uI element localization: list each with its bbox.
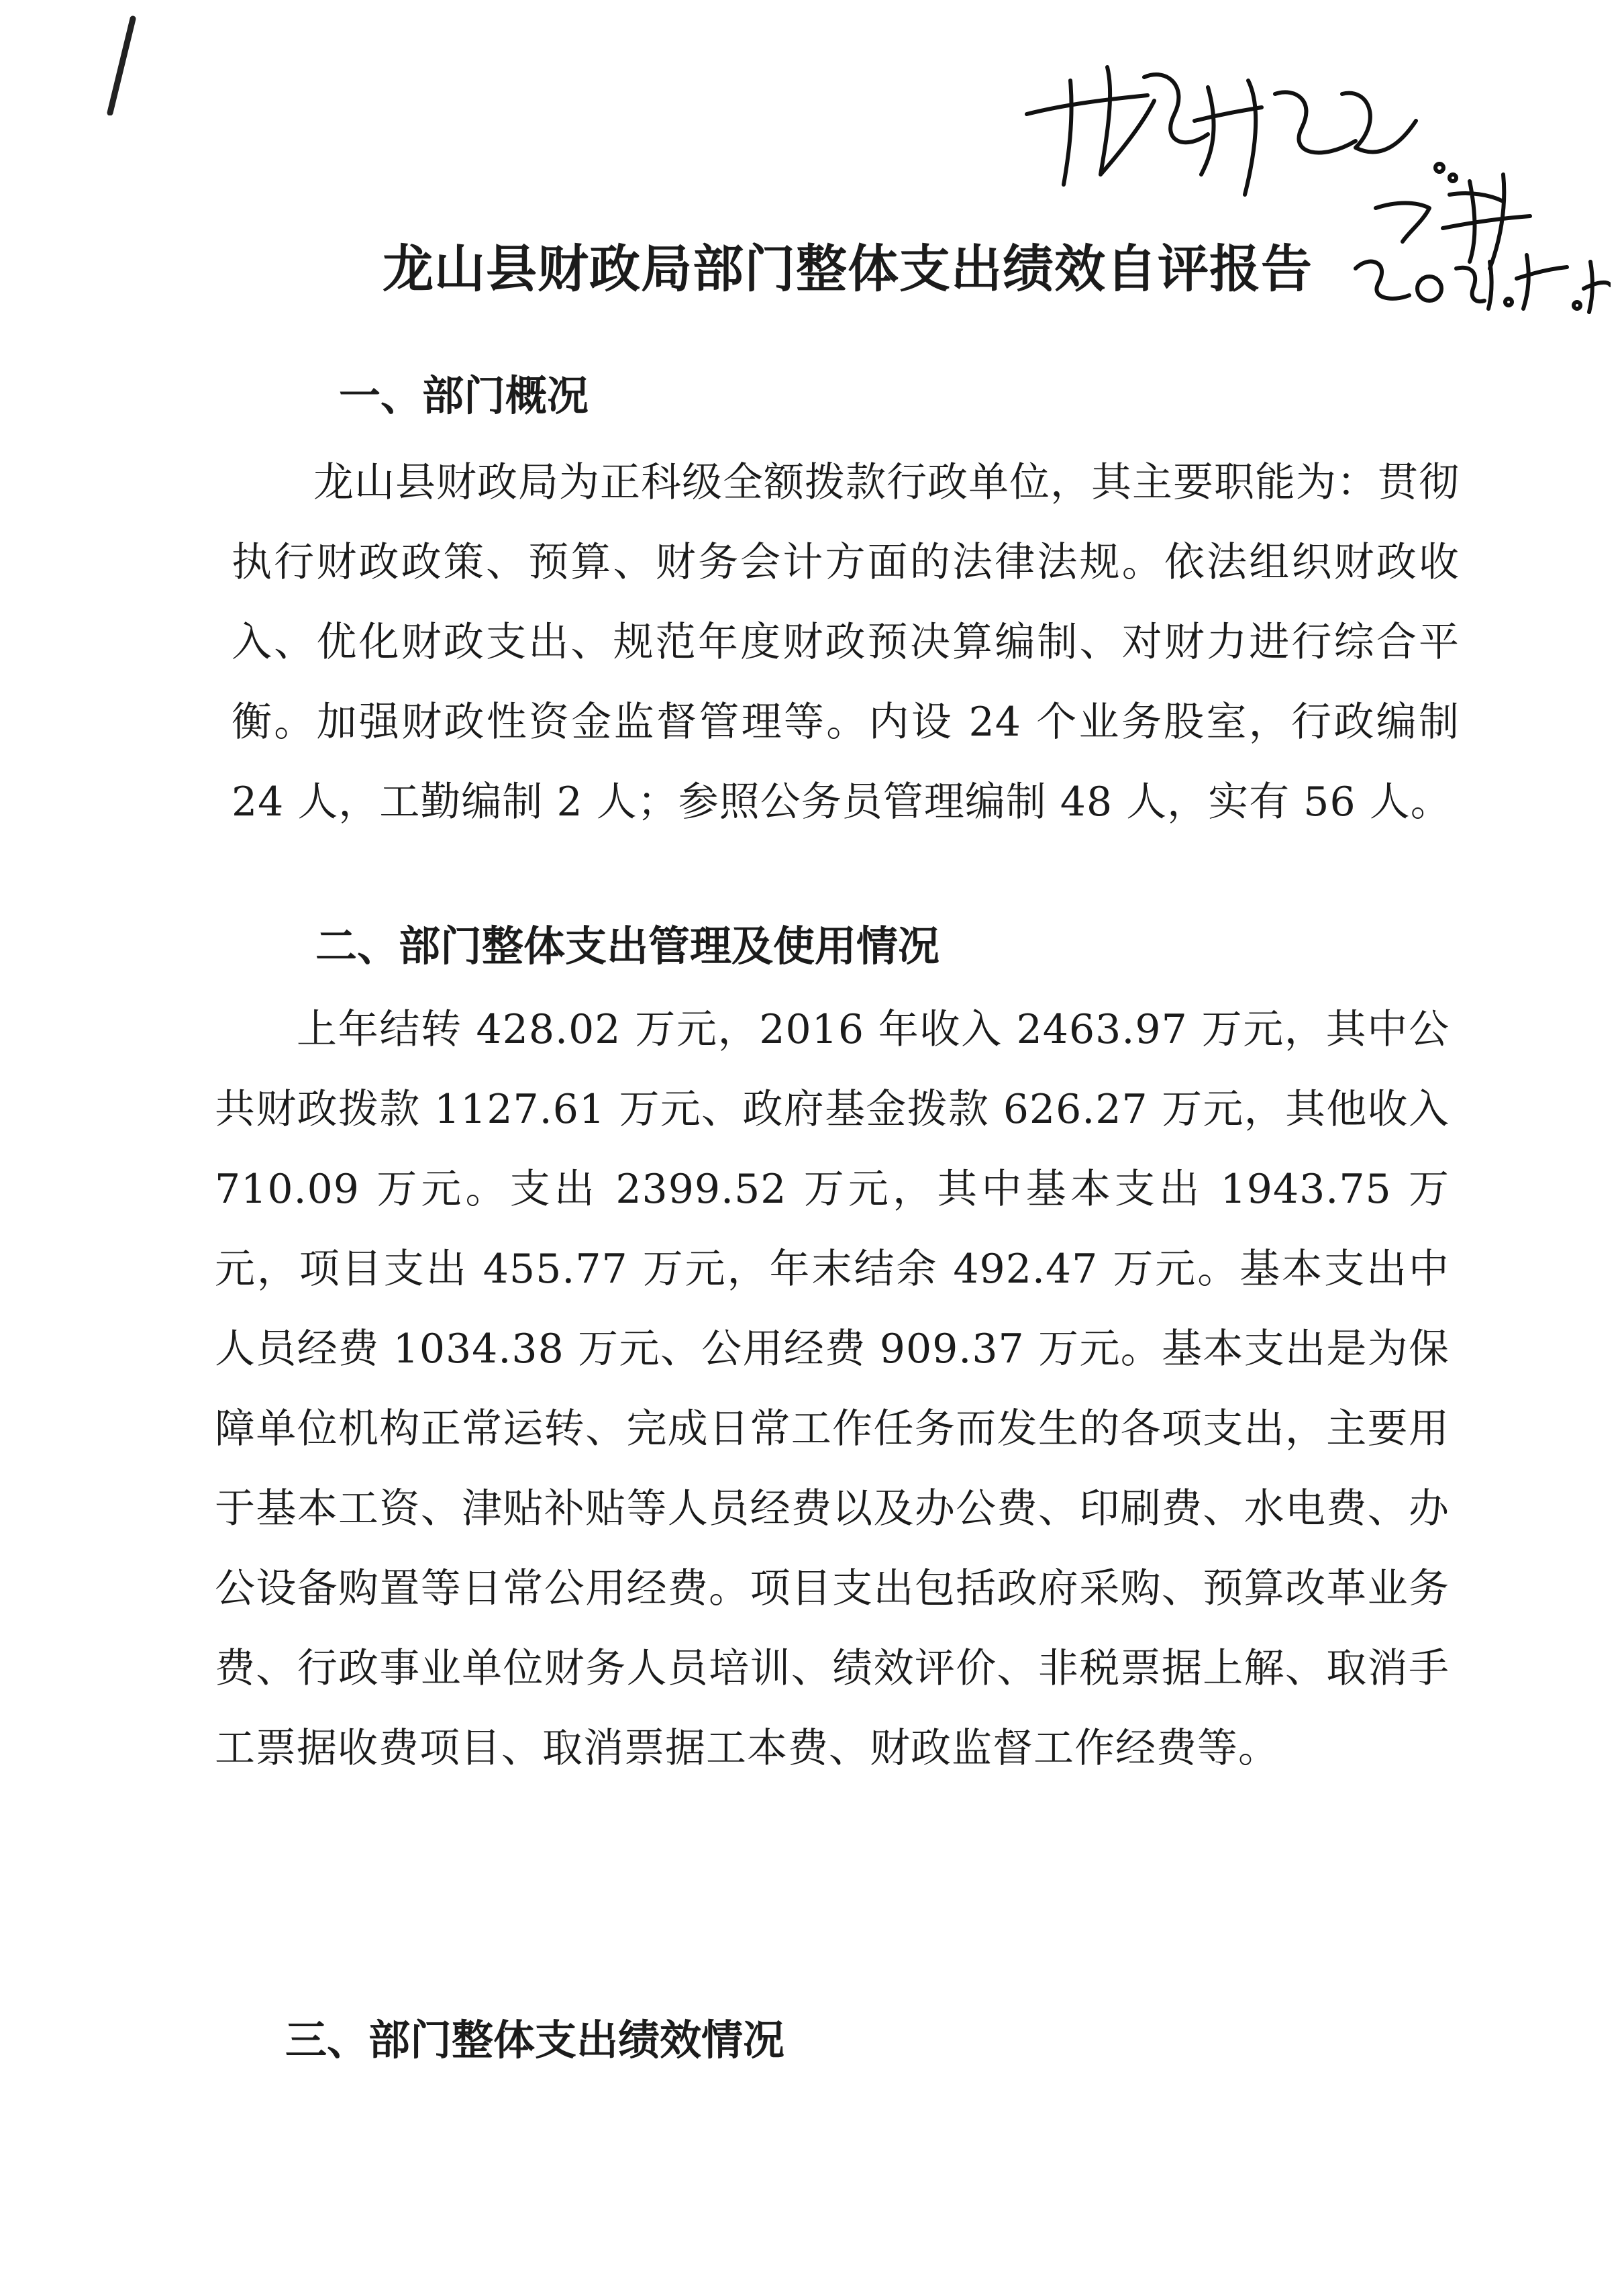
section-body-overview: 龙山县财政局为正科级全额拨款行政单位，其主要职能为：贯彻执行财政政策、预算、财务会计方面的法律法规。依法组织财政收入、优化财政支出、规范年度财政预决算编制、对财力进行综合平衡。加强财政性资金监督管理等。内设 24 个业务股室，行政编制 24 人，工勤编制 2 人；参照公务员管理编制 48 人，实有 56 人。 xyxy=(232,459,1460,826)
section-heading-spending: 二、部门整体支出管理及使用情况 xyxy=(315,922,940,970)
page-title: 龙山县财政局部门整体支出绩效自评报告 xyxy=(383,239,1313,299)
section-heading-performance: 三、部门整体支出绩效情况 xyxy=(285,2015,785,2064)
section-heading-overview: 一、部门概况 xyxy=(339,371,589,420)
section-body-spending: 上年结转 428.02 万元，2016 年收入 2463.97 万元，其中公共财政拨款 1127.61 万元、政府基金拨款 626.27 万元，其他收入 710.09 万元。支出 2399.52 万元，其中基本支出 1943.75 万元，项目支出 455.77 万元，年末结余 492.47 万元。基本支出中人员经费 1034.38 万元、公用经费 909.37 万元。基本支出是为保障单位机构正常运转、完成日常工作任务而发生的各项支出，主要用于基本工资、津贴补贴等人员经费以及办公费、印刷费、水电费、办公设备购置等日常公用经费。项目支出包括政府采购、预算改革业务费、行政事业单位财务人员培训、绩效评价、非税票据上解、取消手工票据收费项目、取消票据工本费、财政监督工作经费等。 xyxy=(215,1006,1450,1772)
pen-stroke-mark xyxy=(101,15,141,115)
